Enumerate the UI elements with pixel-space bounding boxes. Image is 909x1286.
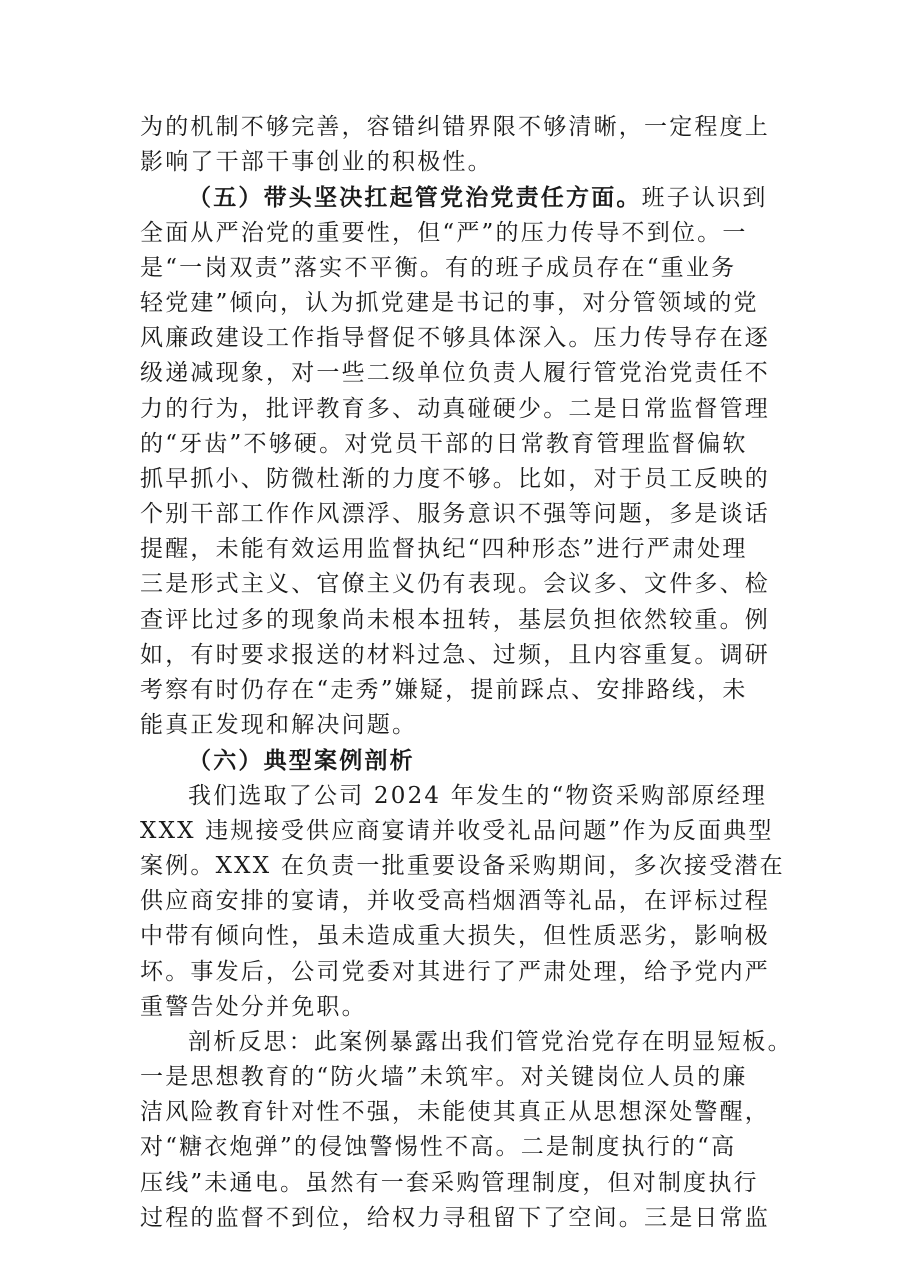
text-line [140, 884, 820, 919]
text-line [140, 286, 820, 321]
text-line [140, 110, 820, 145]
line-text: 个别干部工作作风漂浮、服务意识不强等问题，多是谈话 [140, 501, 770, 528]
line-text: 力的行为，批评教育多、动真碰硬少。二是日常监督管理 [140, 395, 770, 422]
text-line [140, 1025, 820, 1060]
text-line [140, 321, 820, 356]
text-line [140, 743, 820, 778]
text-line [140, 638, 820, 673]
text-line [140, 1095, 820, 1130]
text-line [140, 673, 820, 708]
line-text: 过程的监督不到位，给权力寻租留下了空间。三是日常监 [140, 1204, 770, 1231]
line-text: 考察有时仍存在“走秀”嫌疑，提前踩点、安排路线，未 [140, 677, 748, 703]
text-line [140, 814, 820, 849]
line-text: 级递减现象，对一些二级单位负责人履行管党治党责任不 [140, 360, 770, 387]
line-text: 全面从严治党的重要性，但“严”的压力传导不到位。一 [140, 219, 748, 246]
text-line [140, 497, 820, 532]
text-line [140, 1201, 820, 1236]
text-line [140, 145, 820, 180]
line-text: 班子认识到 [641, 185, 768, 212]
line-text: 供应商安排的宴请，并收受高档烟酒等礼品，在评标过程 [140, 888, 770, 915]
text-line [140, 919, 820, 954]
line-text: 坏。事发后，公司党委对其进行了严肃处理，给予党内严 [140, 958, 770, 985]
line-text: 一是思想教育的“防火墙”未筑牢。对关键岗位人员的廉 [140, 1064, 748, 1091]
document-body [140, 110, 820, 1236]
line-text: 是“一岗双责”落实不平衡。有的班子成员存在“重业务 [140, 254, 737, 281]
line-text: 轻党建”倾向，认为抓党建是书记的事，对分管领域的党 [140, 289, 759, 316]
text-line [140, 532, 820, 567]
text-line [140, 462, 820, 497]
line-text: 压线”未通电。虽然有一套采购管理制度，但对制度执行 [140, 1169, 759, 1196]
text-line [140, 216, 820, 251]
line-text: 重警告处分并免职。 [140, 993, 367, 1020]
text-line [140, 1166, 820, 1201]
text-line [140, 356, 820, 391]
line-text: 抓早抓小、防微杜渐的力度不够。比如，对于员工反映的 [140, 465, 770, 492]
section-heading: （五）带头坚决扛起管党治党责任方面。 [188, 184, 642, 212]
text-line [140, 180, 820, 215]
line-text: XXX 违规接受供应商宴请并收受礼品问题”作为反面典型 [140, 817, 774, 844]
line-text: 中带有倾向性，虽未造成重大损失，但性质恶劣，影响极 [140, 923, 770, 950]
line-text: 案例。XXX 在负责一批重要设备采购期间，多次接受潜在 [140, 852, 785, 879]
line-text: 如，有时要求报送的材料过急、过频，且内容重复。调研 [140, 641, 770, 668]
line-text: 查评比过多的现象尚未根本扭转，基层负担依然较重。例 [140, 606, 770, 633]
line-text: 洁风险教育针对性不强，未能使其真正从思想深处警醒， [140, 1099, 770, 1126]
line-text: 我们选取了公司 2024 年发生的“物资采购部原经理 [188, 782, 768, 809]
text-line [140, 251, 820, 286]
text-line [140, 955, 820, 990]
line-text: 为的机制不够完善，容错纠错界限不够清晰，一定程度上 [140, 114, 770, 140]
text-line [140, 427, 820, 462]
line-text: 剖析反思：此案例暴露出我们管党治党存在明显短板。 [188, 1028, 793, 1055]
section-heading: （六）典型案例剖析 [188, 747, 415, 775]
text-line [140, 1060, 820, 1095]
text-line [140, 849, 820, 884]
line-text: 三是形式主义、官僚主义仍有表现。会议多、文件多、检 [140, 571, 770, 598]
line-text: 的“牙齿”不够硬。对党员干部的日常教育管理监督偏软 [140, 430, 748, 457]
line-text: 对“糖衣炮弹”的侵蚀警惕性不高。二是制度执行的“高 [140, 1134, 737, 1161]
line-text: 能真正发现和解决问题。 [140, 712, 418, 739]
text-line [140, 990, 820, 1025]
line-text: 风廉政建设工作指导督促不够具体深入。压力传导存在逐 [140, 325, 770, 352]
text-line [140, 779, 820, 814]
text-line [140, 567, 820, 602]
text-line [140, 392, 820, 427]
text-line [140, 1130, 820, 1165]
line-text: 提醒，未能有效运用监督执纪“四种形态”进行严肃处理 [140, 536, 748, 563]
text-line [140, 603, 820, 638]
text-line [140, 708, 820, 743]
line-text: 影响了干部干事创业的积极性。 [140, 149, 493, 176]
